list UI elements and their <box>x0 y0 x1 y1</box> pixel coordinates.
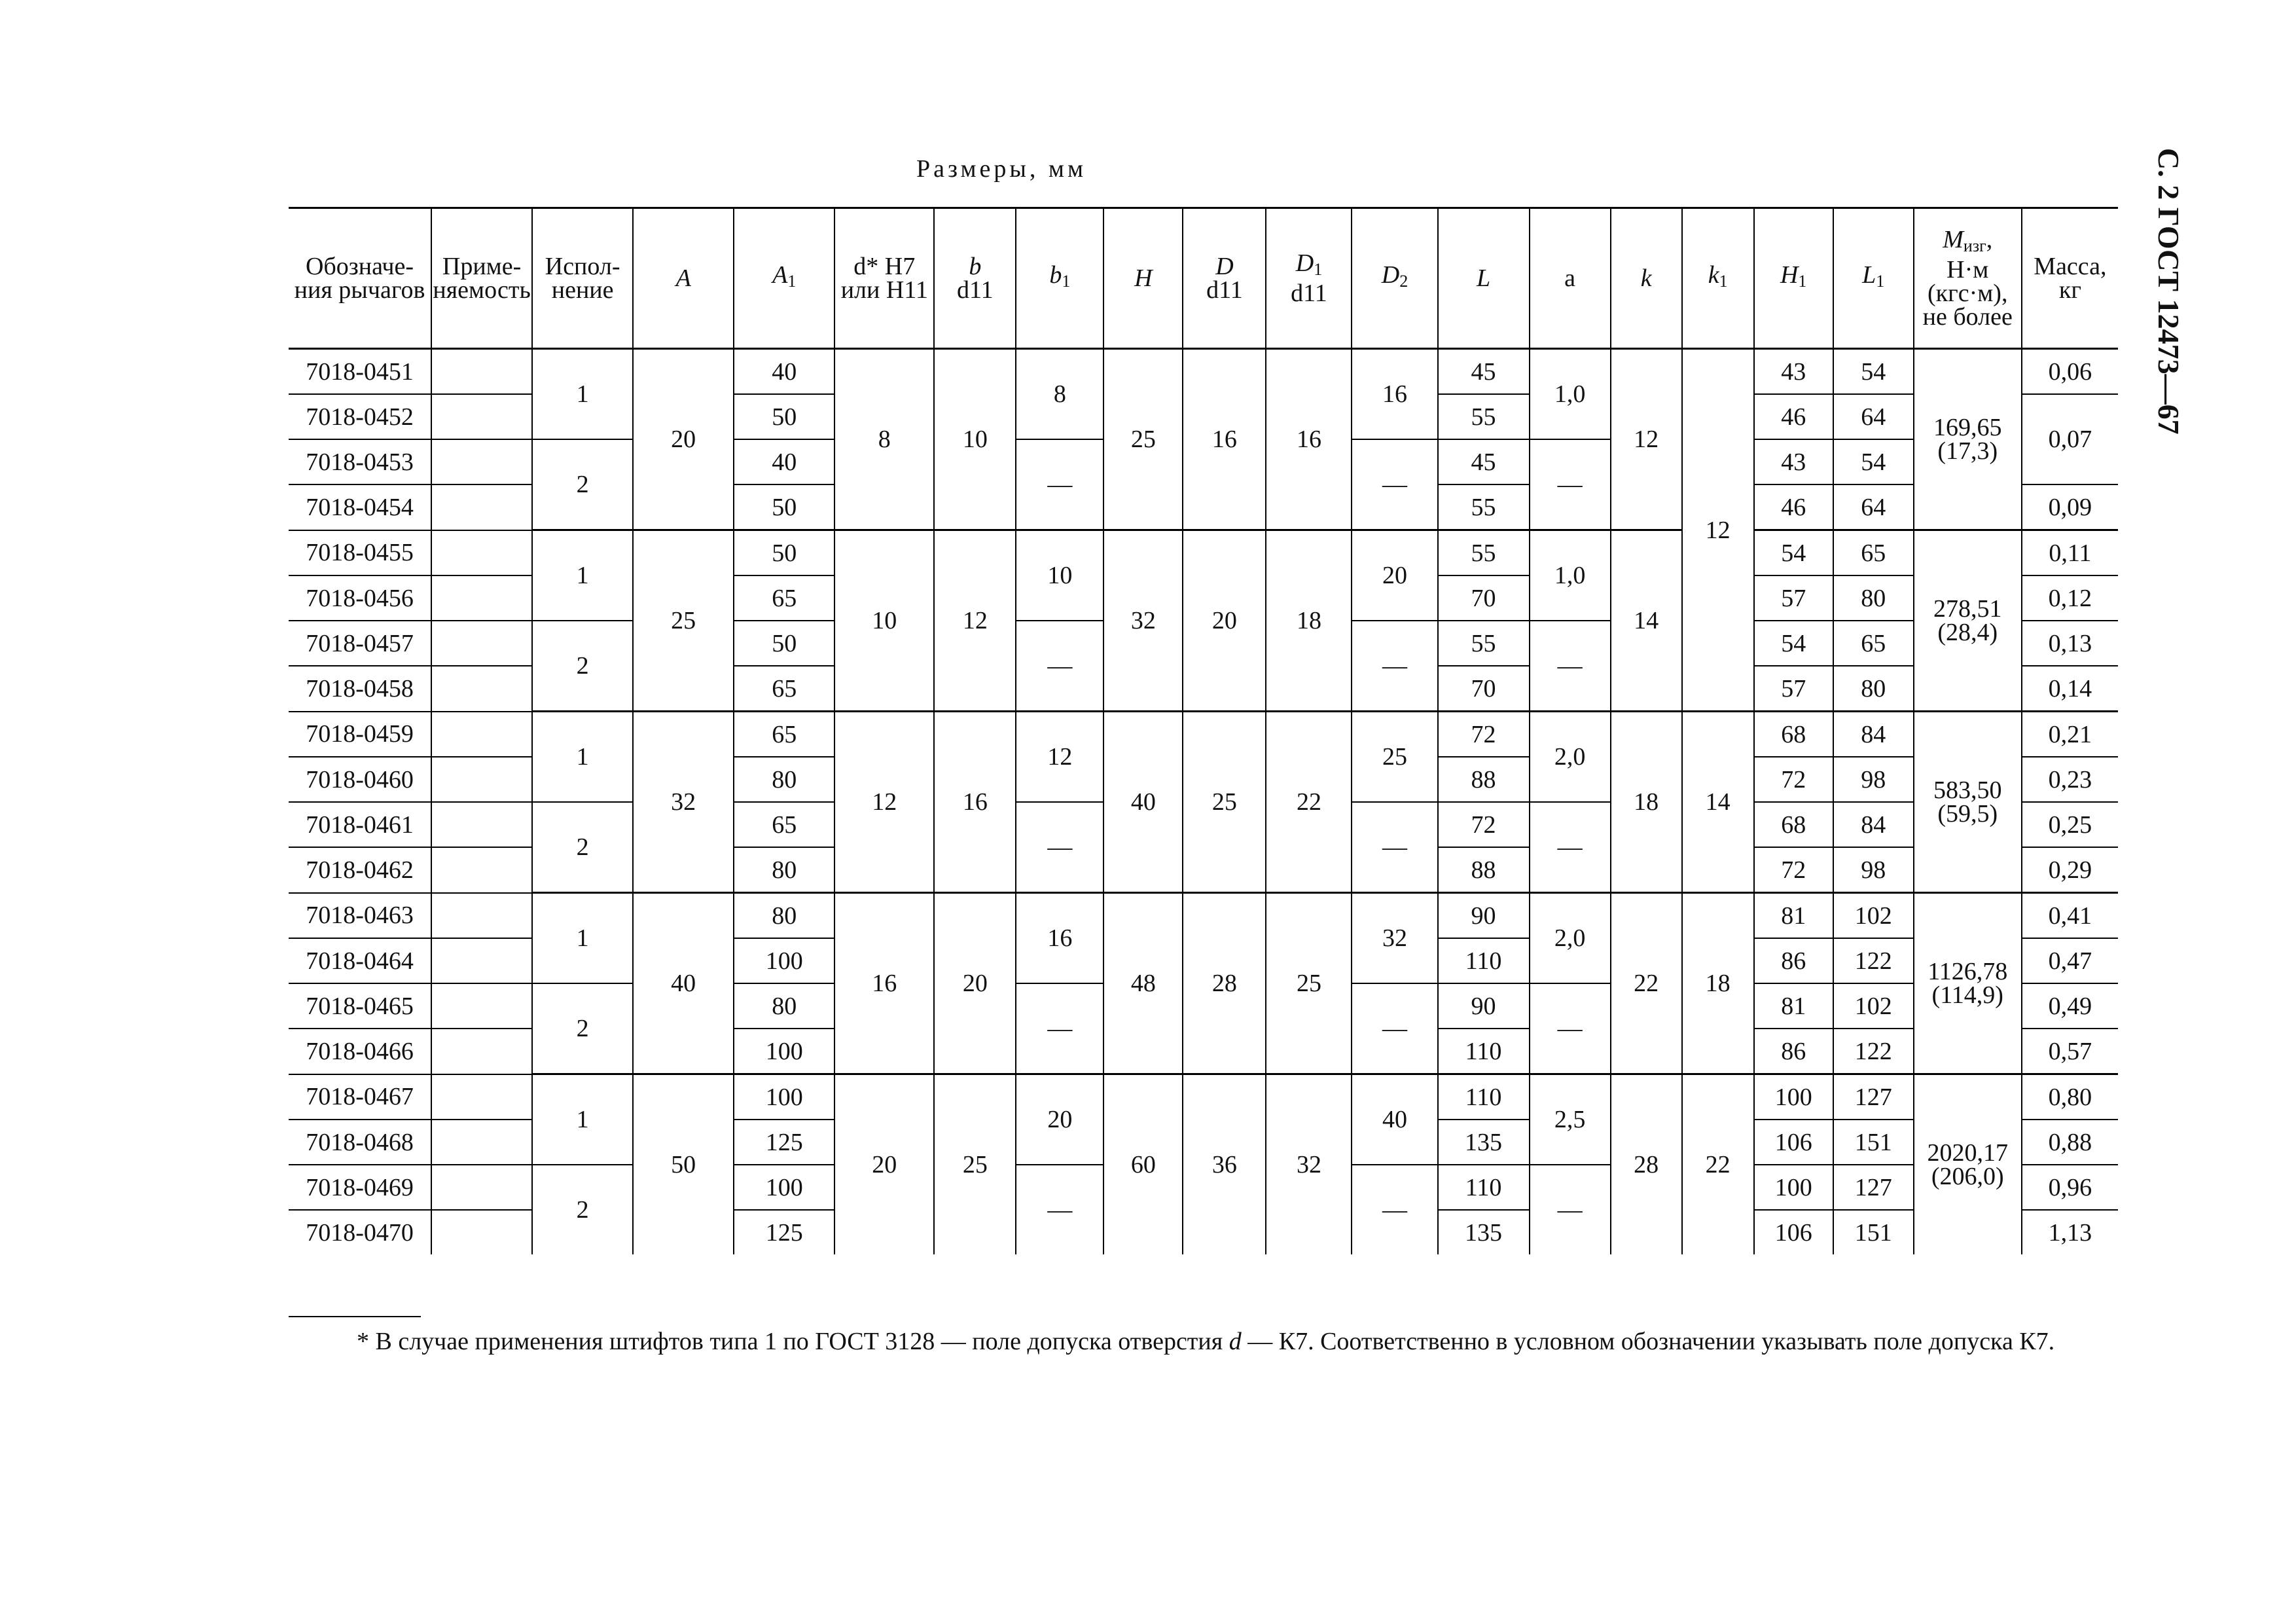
cell-H1: 68 <box>1754 712 1833 757</box>
cell-applicability <box>431 1120 532 1165</box>
cell-b1: — <box>1016 802 1103 893</box>
cell-H1: 46 <box>1754 484 1833 530</box>
cell-designation: 7018-0462 <box>289 847 431 893</box>
cell-mass: 0,09 <box>2022 484 2118 530</box>
cell-applicability <box>431 439 532 484</box>
cell-mass: 0,14 <box>2022 666 2118 712</box>
cell-H: 25 <box>1103 349 1183 530</box>
cell-mass: 0,29 <box>2022 847 2118 893</box>
cell-D2: — <box>1352 439 1437 530</box>
cell-mass: 0,96 <box>2022 1165 2118 1210</box>
cell-moment: 583,50 (59,5) <box>1914 712 2022 893</box>
cell-d: 12 <box>834 712 934 893</box>
cell-L: 110 <box>1438 1165 1530 1210</box>
table-row <box>289 1074 2118 1120</box>
cell-A1: 80 <box>734 847 834 893</box>
cell-L: 70 <box>1438 575 1530 621</box>
cell-H1: 106 <box>1754 1120 1833 1165</box>
cell-L: 55 <box>1438 484 1530 530</box>
cell-moment: 278,51 (28,4) <box>1914 530 2022 712</box>
cell-designation: 7018-0457 <box>289 621 431 666</box>
cell-L1: 64 <box>1833 484 1914 530</box>
cell-b: 10 <box>934 349 1016 530</box>
cell-applicability <box>431 1165 532 1210</box>
cell-d: 10 <box>834 530 934 712</box>
cell-a: 2,5 <box>1530 1074 1611 1165</box>
cell-d: 8 <box>834 349 934 530</box>
cell-b1: 12 <box>1016 712 1103 803</box>
cell-designation: 7018-0466 <box>289 1029 431 1074</box>
cell-designation: 7018-0470 <box>289 1210 431 1254</box>
cell-A1: 125 <box>734 1210 834 1254</box>
cell-A1: 40 <box>734 439 834 484</box>
cell-H1: 43 <box>1754 349 1833 395</box>
cell-mass: 0,07 <box>2022 394 2118 484</box>
col-D1-header: $D_1$ d11 <box>1266 208 1352 349</box>
cell-D: 36 <box>1183 1074 1266 1255</box>
cell-L1: 80 <box>1833 666 1914 712</box>
cell-D1: 25 <box>1266 893 1352 1074</box>
cell-D1: 22 <box>1266 712 1352 893</box>
cell-b: 16 <box>934 712 1016 893</box>
cell-L1: 127 <box>1833 1165 1914 1210</box>
col-H1-header: $H_1$ <box>1754 208 1833 349</box>
cell-H1: 106 <box>1754 1210 1833 1254</box>
cell-L: 72 <box>1438 802 1530 847</box>
cell-b1: 8 <box>1016 349 1103 440</box>
cell-b1: — <box>1016 439 1103 530</box>
cell-L: 70 <box>1438 666 1530 712</box>
cell-H: 32 <box>1103 530 1183 712</box>
cell-A1: 100 <box>734 1074 834 1120</box>
cell-D2: 32 <box>1352 893 1437 984</box>
cell-designation: 7018-0460 <box>289 757 431 802</box>
cell-applicability <box>431 938 532 983</box>
cell-designation: 7018-0467 <box>289 1074 431 1120</box>
cell-H1: 81 <box>1754 983 1833 1029</box>
cell-a: — <box>1530 983 1611 1074</box>
cell-D2: 40 <box>1352 1074 1437 1165</box>
cell-applicability <box>431 530 532 576</box>
table-row <box>289 349 2118 395</box>
cell-L1: 151 <box>1833 1210 1914 1254</box>
cell-L1: 127 <box>1833 1074 1914 1120</box>
cell-applicability <box>431 575 532 621</box>
cell-b1: 20 <box>1016 1074 1103 1165</box>
cell-designation: 7018-0468 <box>289 1120 431 1165</box>
cell-L: 45 <box>1438 349 1530 395</box>
cell-D1: 16 <box>1266 349 1352 530</box>
col-mass-header: Масса, кг <box>2022 208 2118 349</box>
cell-L: 90 <box>1438 893 1530 939</box>
cell-k: 28 <box>1611 1074 1682 1255</box>
cell-k1: 18 <box>1682 893 1754 1074</box>
cell-applicability <box>431 1029 532 1074</box>
cell-L1: 65 <box>1833 530 1914 576</box>
col-b-header: b d11 <box>934 208 1016 349</box>
cell-L: 88 <box>1438 757 1530 802</box>
cell-A: 50 <box>633 1074 734 1255</box>
cell-a: 2,0 <box>1530 712 1611 803</box>
cell-version: 1 <box>532 349 633 440</box>
cell-mass: 0,23 <box>2022 757 2118 802</box>
col-designation-header: Обозначе-ния рычагов <box>289 208 431 349</box>
cell-D2: 20 <box>1352 530 1437 621</box>
cell-b1: 10 <box>1016 530 1103 621</box>
cell-H1: 100 <box>1754 1165 1833 1210</box>
cell-A: 32 <box>633 712 734 893</box>
cell-designation: 7018-0456 <box>289 575 431 621</box>
col-L-header: L <box>1438 208 1530 349</box>
cell-applicability <box>431 1074 532 1120</box>
cell-moment: 2020,17 (206,0) <box>1914 1074 2022 1255</box>
page-standard-title: С. 2 ГОСТ 12473—67 <box>2152 148 2185 435</box>
footnote: * В случае применения штифтов типа 1 по ГОСТ 3128 — поле допуска отверстия d — К7. Соответственно в условном обозначении указывать поле допуска К7. <box>357 1328 2055 1355</box>
cell-H1: 72 <box>1754 847 1833 893</box>
cell-b1: 16 <box>1016 893 1103 984</box>
cell-k: 12 <box>1611 349 1682 530</box>
cell-b: 25 <box>934 1074 1016 1255</box>
col-D2-header: $D_2$ <box>1352 208 1437 349</box>
cell-D2: — <box>1352 802 1437 893</box>
col-d-header: d* H7 или H11 <box>834 208 934 349</box>
cell-A: 20 <box>633 349 734 530</box>
cell-L1: 102 <box>1833 983 1914 1029</box>
cell-a: — <box>1530 802 1611 893</box>
cell-L: 88 <box>1438 847 1530 893</box>
cell-D: 16 <box>1183 349 1266 530</box>
cell-L1: 122 <box>1833 1029 1914 1074</box>
cell-L: 135 <box>1438 1210 1530 1254</box>
cell-b: 20 <box>934 893 1016 1074</box>
cell-mass: 0,41 <box>2022 893 2118 939</box>
cell-k1: 22 <box>1682 1074 1754 1255</box>
cell-mass: 0,25 <box>2022 802 2118 847</box>
cell-moment: 169,65 (17,3) <box>1914 349 2022 530</box>
cell-A: 25 <box>633 530 734 712</box>
cell-A1: 100 <box>734 1029 834 1074</box>
cell-designation: 7018-0465 <box>289 983 431 1029</box>
cell-A1: 65 <box>734 575 834 621</box>
cell-designation: 7018-0451 <box>306 357 414 386</box>
col-A-header: A <box>633 208 734 349</box>
cell-mass: 0,49 <box>2022 983 2118 1029</box>
cell-H1: 57 <box>1754 575 1833 621</box>
cell-H1: 46 <box>1754 394 1833 439</box>
cell-L: 55 <box>1438 621 1530 666</box>
cell-L1: 54 <box>1833 349 1914 395</box>
cell-H: 40 <box>1103 712 1183 893</box>
cell-L: 110 <box>1438 1074 1530 1120</box>
col-k1-header: $k_1$ <box>1682 208 1754 349</box>
cell-L1: 54 <box>1833 439 1914 484</box>
table-row <box>289 712 2118 757</box>
cell-A1: 50 <box>734 484 834 530</box>
cell-L: 55 <box>1438 394 1530 439</box>
cell-version: 2 <box>532 802 633 893</box>
cell-designation: 7018-0454 <box>289 484 431 530</box>
cell-a: — <box>1530 439 1611 530</box>
cell-applicability <box>431 983 532 1029</box>
col-moment-header: $M_{изг}$, Н·м (кгс·м), не более <box>1914 208 2022 349</box>
col-version-header: Испол-нение <box>532 208 633 349</box>
cell-applicability <box>431 394 532 439</box>
cell-applicability <box>431 1210 532 1254</box>
cell-k: 22 <box>1611 893 1682 1074</box>
cell-D1: 32 <box>1266 1074 1352 1255</box>
cell-H1: 72 <box>1754 757 1833 802</box>
cell-mass: 0,11 <box>2022 530 2118 576</box>
cell-L: 90 <box>1438 983 1530 1029</box>
cell-L1: 98 <box>1833 757 1914 802</box>
cell-L1: 84 <box>1833 802 1914 847</box>
dimensions-caption: Размеры, мм <box>916 155 1087 183</box>
cell-H1: 86 <box>1754 1029 1833 1074</box>
cell-designation: 7018-0452 <box>289 394 431 439</box>
cell-b1: — <box>1016 621 1103 712</box>
cell-version: 2 <box>532 439 633 530</box>
cell-L1: 65 <box>1833 621 1914 666</box>
cell-designation: 7018-0458 <box>289 666 431 712</box>
cell-a: 2,0 <box>1530 893 1611 984</box>
lever-dimensions-table <box>289 207 2118 1254</box>
cell-designation: 7018-0464 <box>289 938 431 983</box>
cell-b: 12 <box>934 530 1016 712</box>
cell-version: 2 <box>532 983 633 1074</box>
cell-D: 28 <box>1183 893 1266 1074</box>
cell-k1: 12 <box>1682 349 1754 712</box>
col-applicability-header: Приме-няемость <box>431 208 532 349</box>
cell-H1: 81 <box>1754 893 1833 939</box>
cell-k1: 14 <box>1682 712 1754 893</box>
cell-D2: 16 <box>1352 349 1437 440</box>
cell-a: 1,0 <box>1530 530 1611 621</box>
header-row <box>289 208 2118 349</box>
cell-designation: 7018-0453 <box>289 439 431 484</box>
cell-H: 60 <box>1103 1074 1183 1255</box>
cell-version: 2 <box>532 621 633 712</box>
cell-a: 1,0 <box>1530 349 1611 440</box>
cell-L1: 64 <box>1833 394 1914 439</box>
cell-version: 2 <box>532 1165 633 1254</box>
cell-a: — <box>1530 621 1611 712</box>
cell-L1: 80 <box>1833 575 1914 621</box>
cell-applicability <box>431 847 532 893</box>
cell-applicability <box>431 712 532 757</box>
cell-H1: 86 <box>1754 938 1833 983</box>
cell-designation: 7018-0469 <box>289 1165 431 1210</box>
cell-A1: 80 <box>734 893 834 939</box>
cell-A1: 80 <box>734 983 834 1029</box>
col-b1-header: $b_1$ <box>1016 208 1103 349</box>
col-H-header: H <box>1103 208 1183 349</box>
col-L1-header: $L_1$ <box>1833 208 1914 349</box>
col-a-header: a <box>1530 208 1611 349</box>
cell-A1: 50 <box>734 530 834 576</box>
cell-A1: 65 <box>734 666 834 712</box>
cell-d: 16 <box>834 893 934 1074</box>
cell-L: 45 <box>1438 439 1530 484</box>
cell-H: 48 <box>1103 893 1183 1074</box>
cell-A1: 125 <box>734 1120 834 1165</box>
cell-applicability <box>431 666 532 712</box>
cell-A1: 65 <box>734 802 834 847</box>
cell-mass: 0,88 <box>2022 1120 2118 1165</box>
cell-A1: 100 <box>734 938 834 983</box>
cell-b1: — <box>1016 983 1103 1074</box>
cell-L1: 122 <box>1833 938 1914 983</box>
cell-H1: 54 <box>1754 621 1833 666</box>
cell-applicability <box>431 349 532 395</box>
cell-a: — <box>1530 1165 1611 1254</box>
col-k-header: k <box>1611 208 1682 349</box>
cell-b1: — <box>1016 1165 1103 1254</box>
cell-A1: 50 <box>734 394 834 439</box>
cell-designation: 7018-0461 <box>289 802 431 847</box>
cell-mass: 0,80 <box>2022 1074 2118 1120</box>
cell-L: 110 <box>1438 938 1530 983</box>
cell-version: 1 <box>532 712 633 803</box>
cell-L1: 151 <box>1833 1120 1914 1165</box>
cell-mass: 1,13 <box>2022 1210 2118 1254</box>
cell-designation: 7018-0459 <box>289 712 431 757</box>
cell-mass: 0,57 <box>2022 1029 2118 1074</box>
cell-D2: — <box>1352 1165 1437 1254</box>
cell-H1: 57 <box>1754 666 1833 712</box>
cell-D: 20 <box>1183 530 1266 712</box>
cell-applicability <box>431 802 532 847</box>
cell-version: 1 <box>532 893 633 984</box>
cell-D2: — <box>1352 983 1437 1074</box>
cell-moment: 1126,78 (114,9) <box>1914 893 2022 1074</box>
cell-H1: 54 <box>1754 530 1833 576</box>
footnote-rule <box>289 1316 421 1317</box>
cell-A: 40 <box>633 893 734 1074</box>
cell-mass: 0,13 <box>2022 621 2118 666</box>
cell-D2: 25 <box>1352 712 1437 803</box>
cell-version: 1 <box>532 530 633 621</box>
cell-L: 72 <box>1438 712 1530 757</box>
cell-A1: 40 <box>734 349 834 395</box>
cell-A1: 100 <box>734 1165 834 1210</box>
cell-L1: 98 <box>1833 847 1914 893</box>
cell-version: 1 <box>532 1074 633 1165</box>
cell-d: 20 <box>834 1074 934 1255</box>
cell-applicability <box>431 484 532 530</box>
cell-D1: 18 <box>1266 530 1352 712</box>
cell-H1: 100 <box>1754 1074 1833 1120</box>
cell-applicability <box>431 893 532 939</box>
cell-L: 110 <box>1438 1029 1530 1074</box>
cell-H1: 43 <box>1754 439 1833 484</box>
cell-applicability <box>431 621 532 666</box>
cell-mass: 0,06 <box>2022 349 2118 395</box>
cell-L1: 84 <box>1833 712 1914 757</box>
cell-L: 55 <box>1438 530 1530 576</box>
cell-applicability <box>431 757 532 802</box>
cell-mass: 0,21 <box>2022 712 2118 757</box>
cell-A1: 50 <box>734 621 834 666</box>
cell-L1: 102 <box>1833 893 1914 939</box>
table-row <box>289 530 2118 576</box>
col-D-header: D d11 <box>1183 208 1266 349</box>
table-row <box>289 893 2118 939</box>
cell-mass: 0,47 <box>2022 938 2118 983</box>
cell-designation: 7018-0455 <box>289 530 431 576</box>
cell-k: 18 <box>1611 712 1682 893</box>
cell-A1: 65 <box>734 712 834 757</box>
cell-designation: 7018-0463 <box>289 893 431 939</box>
cell-H1: 68 <box>1754 802 1833 847</box>
cell-mass: 0,12 <box>2022 575 2118 621</box>
cell-A1: 80 <box>734 757 834 802</box>
cell-D2: — <box>1352 621 1437 712</box>
cell-L: 135 <box>1438 1120 1530 1165</box>
col-A1-header: $A_1$ <box>734 208 834 349</box>
cell-D: 25 <box>1183 712 1266 893</box>
cell-k: 14 <box>1611 530 1682 712</box>
